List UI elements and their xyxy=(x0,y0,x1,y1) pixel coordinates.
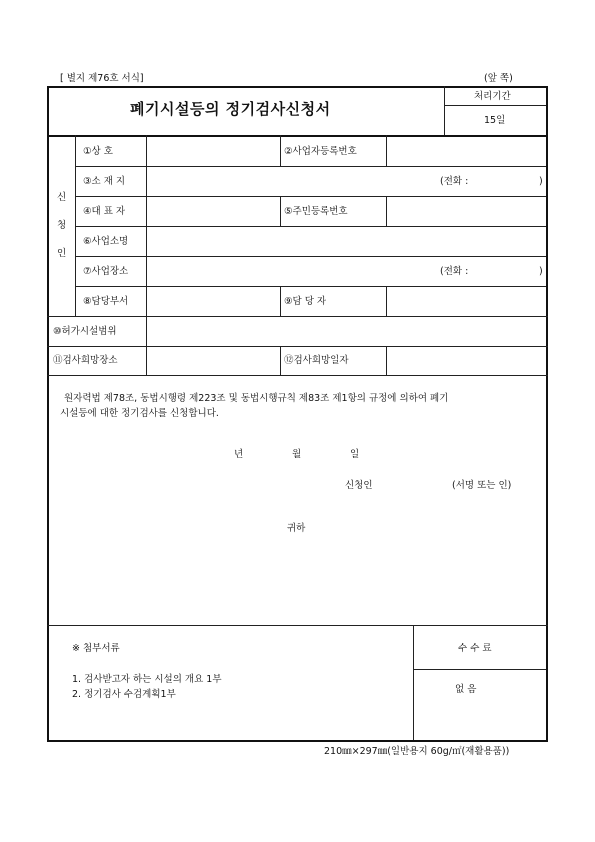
company-field[interactable] xyxy=(148,137,279,165)
representative-field[interactable] xyxy=(148,198,279,225)
row3-mid-divider xyxy=(280,196,281,226)
office-name-label: ⑥사업소명 xyxy=(83,236,129,247)
section-divider xyxy=(75,135,76,316)
fee-label: 수 수 료 xyxy=(458,643,492,654)
address-label: ③소 재 지 xyxy=(83,176,126,187)
statement-line-2: 시설등에 대한 정기검사를 신청합니다. xyxy=(60,408,219,419)
row-line-8 xyxy=(47,375,548,376)
site-field[interactable] xyxy=(148,258,428,285)
site-label: ⑦사업장소 xyxy=(83,266,129,277)
processing-value: 15일 xyxy=(484,115,506,126)
license-scope-label: ⑩허가시설범위 xyxy=(53,326,117,337)
form-title: 폐기시설등의 정기검사신청서 xyxy=(130,100,331,118)
resident-number-field[interactable] xyxy=(388,198,545,225)
bizno-label: ②사업자등록번호 xyxy=(284,146,357,157)
applicant-label-char-1: 신 xyxy=(57,192,67,203)
frame-right xyxy=(546,86,548,741)
row9-mid-divider xyxy=(280,346,281,375)
processing-label: 처리기간 xyxy=(474,91,511,102)
applicant-signature-field[interactable] xyxy=(380,476,450,492)
applicant-label-char-2: 청 xyxy=(57,220,67,231)
row3-mid-divider-2 xyxy=(386,196,387,226)
representative-label: ④대 표 자 xyxy=(83,206,126,217)
paper-spec-footer: 210㎜×297㎜(일반용지 60g/㎡(재활용품)) xyxy=(324,746,510,757)
frame-bottom xyxy=(47,740,548,742)
frame-left xyxy=(47,86,49,741)
attachments-title: ※ 첨부서류 xyxy=(72,643,120,654)
department-field[interactable] xyxy=(148,288,279,315)
resident-number-label: ⑤주민등록번호 xyxy=(284,206,348,217)
attachment-item-1: 1. 검사받고자 하는 시설의 개요 1부 xyxy=(72,674,222,685)
site-phone-field[interactable] xyxy=(478,258,538,285)
row-line-7 xyxy=(47,346,548,347)
address-phone-label: (전화 : xyxy=(440,176,469,187)
form-id-label: [ 별지 제76호 서식] xyxy=(60,73,144,84)
license-scope-field[interactable] xyxy=(148,318,545,345)
address-phone-close: ) xyxy=(539,176,543,187)
row-line-6 xyxy=(47,316,548,317)
fee-column-divider xyxy=(413,625,414,740)
site-phone-label: (전화 : xyxy=(440,266,469,277)
row1-mid-divider xyxy=(280,135,281,166)
signature-note: (서명 또는 인) xyxy=(452,480,512,491)
date-day-label: 일 xyxy=(350,449,360,460)
address-phone-field[interactable] xyxy=(478,168,538,195)
department-label: ⑧담당부서 xyxy=(83,296,129,307)
recipient-label: 귀하 xyxy=(287,523,306,534)
inspection-place-field[interactable] xyxy=(148,348,279,374)
manager-label: ⑨담 당 자 xyxy=(284,296,327,307)
label-column-divider xyxy=(146,135,147,375)
row1-mid-divider-2 xyxy=(386,135,387,166)
applicant-signature-label: 신청인 xyxy=(345,480,373,491)
company-label: ①상 호 xyxy=(83,146,113,157)
inspection-date-field[interactable] xyxy=(388,348,545,374)
frame-top xyxy=(47,86,548,88)
page-side-label: (앞 쪽) xyxy=(484,73,513,84)
inspection-date-label: ⑫검사희망일자 xyxy=(284,355,349,366)
date-month-label: 월 xyxy=(292,449,302,460)
row6-mid-divider-2 xyxy=(386,286,387,316)
attachment-item-2: 2. 정기검사 수검계획1부 xyxy=(72,689,176,700)
office-name-field[interactable] xyxy=(148,228,545,255)
inspection-place-label: ⑪검사희망장소 xyxy=(53,355,118,366)
bizno-field[interactable] xyxy=(388,137,545,165)
title-divider xyxy=(444,86,445,135)
site-phone-close: ) xyxy=(539,266,543,277)
date-year-label: 년 xyxy=(234,449,244,460)
processing-divider xyxy=(444,105,546,106)
manager-field[interactable] xyxy=(388,288,545,315)
fee-divider xyxy=(413,669,546,670)
fee-value: 없 음 xyxy=(455,684,477,695)
row9-mid-divider-2 xyxy=(386,346,387,375)
applicant-label-char-3: 인 xyxy=(57,248,67,259)
attachment-top-line xyxy=(47,625,548,626)
address-field[interactable] xyxy=(148,168,428,195)
statement-line-1: 원자력법 제78조, 동법시행령 제223조 및 동법시행규칙 제83조 제1항의 규정에 의하여 폐기 xyxy=(64,393,449,404)
row6-mid-divider xyxy=(280,286,281,316)
